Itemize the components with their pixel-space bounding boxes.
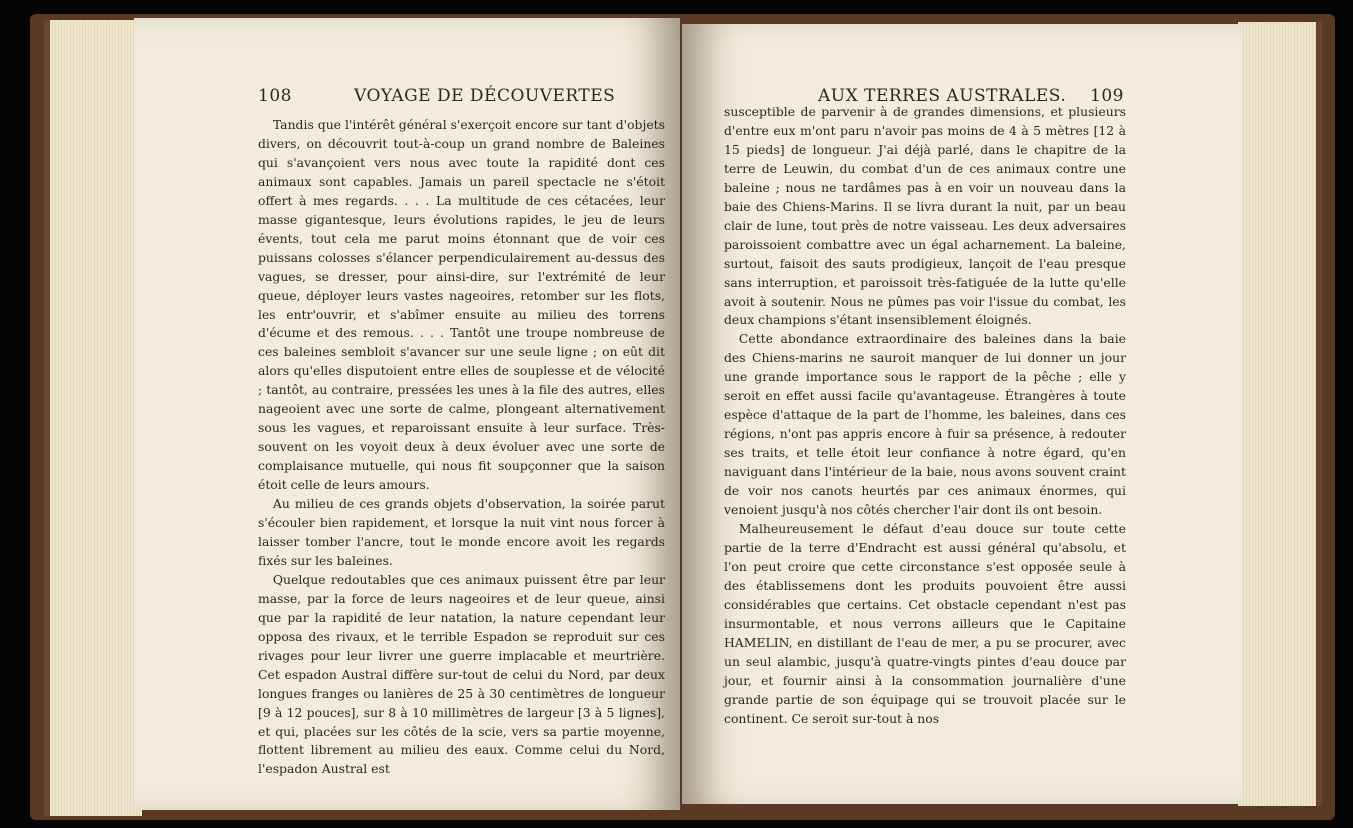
right-paragraph-1: susceptible de parvenir à de grandes dimensions, et plusieurs d'entre eux m'ont paru n'avoir pas moins de 4 à 5 mètres [12 à 15 pieds] de longueur. J'ai déjà parlé, dans le chapitre de la terre de Leuwin, du combat d'un de ces animaux contre une baleine ; nous ne tardâmes pas à en voir un nouveau dans la baie des Chiens-Marins. Il se livra durant la nuit, par un beau clair de lune, tout près de notre vaisseau. Les deux adversaires paroissoient combattre avec un égal acharnement. La baleine, surtout, faisoit des sauts prodigieux, lançoit de l'eau presque sans interruption, et paroissoit très-fatiguée de la lutte qu'elle avoit à soutenir. Nous ne pûmes pas voir l'issue du combat, les deux champions s'étant insensiblement éloignés. (724, 104, 1126, 328)
left-page-header (258, 86, 668, 110)
right-running-head: AUX TERRES AUSTRALES. (818, 86, 1067, 106)
right-paragraph-3: Malheureusement le défaut d'eau douce sur toute cette partie de la terre d'Endracht est aussi général qu'absolu, et l'on peut croire que cette circonstance s'est opposée seule à des établissemens dont les produits pouvoient être aussi considérables que certains. Cet obstacle cependant n'est pas insurmontable, et nous verrons ailleurs que le Capitaine HAMELIN, en distillant de l'eau de mer, a pu se procurer, avec un seul alambic, jusqu'à quatre-vingts pintes d'eau douce par jour, et fournir ainsi à la consommation journalière d'une grande partie de son équipage qui se trouvoit placée sur le continent. Ce seroit sur-tout à nos (724, 520, 1126, 726)
right-page (682, 24, 1242, 804)
left-page-body (258, 116, 665, 779)
left-page (134, 18, 680, 810)
left-paragraph-1: Tandis que l'intérêt général s'exerçoit encore sur tant d'objets divers, on découvrit tout-à-coup un grand nombre de Baleines qui s'avançoient vers nous avec toute la rapidité dont ces animaux sont capables. Jamais un pareil spectacle ne s'étoit offert à mes regards. . . . La multitude de ces cétacées, leur masse gigantesque, leurs évolutions rapides, le jeu de leurs évents, tout cela me parut moins étonnant que de voir ces puissans colosses s'élancer perpendiculairement au-dessus des vagues, se dresser, pour ainsi-dire, sur l'extrémité de leur queue, déployer leurs vastes nageoires, retomber sur les flots, les entr'ouvrir, et s'abîmer ensuite au milieu des torrens d'écume et des remous. . . . Tantôt une troupe nombreuse de ces baleines sembloit s'avancer sur une seule ligne ; on eût dit alors qu'elles disputoient entre elles de souplesse et de vélocité ; tantôt, au contraire, pressées les unes à la file des autres, elles nageoient avec une sorte de calme, plongeant alternativement sous les vagues, et reparoissant ensuite à leur surface. Très-souvent on les voyoit deux à deux évoluer avec une sorte de complaisance mutuelle, qui nous fit soupçonner que la saison étoit celle de leurs amours. (258, 117, 665, 493)
right-page-body (724, 103, 1126, 728)
page-edges-right (1238, 22, 1322, 806)
left-running-head: VOYAGE DE DÉCOUVERTES (354, 86, 616, 106)
left-paragraph-3: Quelque redoutables que ces animaux puissent être par leur masse, par la force de leurs nageoires et de leur queue, ainsi que par la rapidité de leur natation, la nature cependant leur opposa des rivaux, et le terrible Espadon se reproduit sur ces rivages pour leur livrer une guerre implacable et meurtrière. Cet espadon Austral diffère sur-tout de celui du Nord, par deux longues franges ou lanières de 25 à 30 centimètres de longueur [9 à 12 pouces], sur 8 à 10 millimètres de largeur [3 à 5 lignes], et qui, placées sur les côtés de la scie, vers sa partie moyenne, flottent librement au milieu des eaux. Comme celui du Nord, l'espadon Austral est (258, 571, 665, 777)
right-paragraph-2: Cette abondance extraordinaire des baleines dans la baie des Chiens-marins ne sauroit manquer de lui donner un jour une grande importance sous le rapport de la pêche ; elle y seroit en effet aussi facile qu'avantageuse. Étrangères à toute espèce d'attaque de la part de l'homme, les baleines, dans ces régions, n'ont pas appris encore à fuir sa présence, à redouter ses traits, et telle étoit leur confiance à notre égard, qu'en naviguant dans l'intérieur de la baie, nous avons souvent craint de voir nos canots heurtés par ces animaux énormes, qui venoient jusqu'à nos côtés chercher l'air dont ils ont besoin. (724, 331, 1126, 518)
left-paragraph-2: Au milieu de ces grands objets d'observation, la soirée parut s'écouler bien rapidement, et lorsque la nuit vint nous forcer à laisser tomber l'ancre, tout le monde encore avoit les regards fixés sur les baleines. (258, 496, 665, 568)
page-edges-left (44, 20, 142, 816)
right-page-number: 109 (1090, 86, 1124, 106)
left-page-number: 108 (258, 86, 292, 106)
